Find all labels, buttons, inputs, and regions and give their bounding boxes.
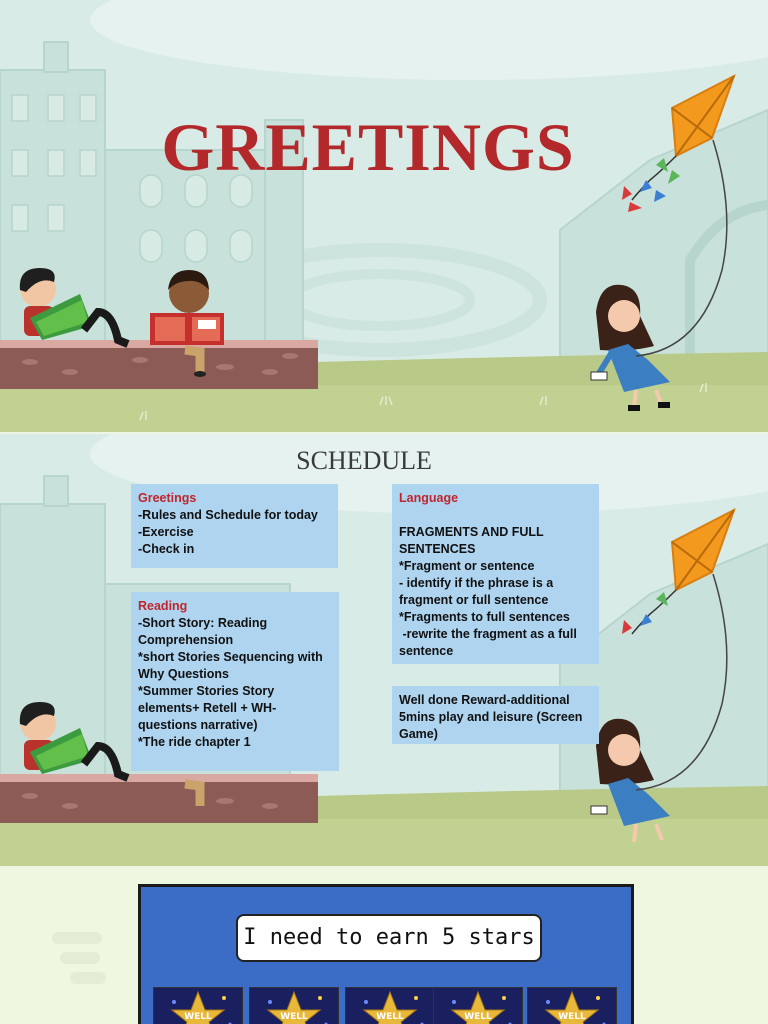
- box-line: Game): [399, 727, 438, 741]
- box-line: SENTENCES: [399, 542, 476, 556]
- box-line: *The ride chapter 1: [138, 735, 251, 749]
- box-line: - identify if the phrase is a: [399, 576, 554, 590]
- park-background: [0, 434, 768, 866]
- box-line: questions narrative): [138, 718, 258, 732]
- box-line: sentence: [399, 644, 454, 658]
- box-line: *Fragments to full sentences: [399, 610, 570, 624]
- greetings-schedule-box: [131, 484, 338, 568]
- box-line: -Rules and Schedule for today: [138, 508, 318, 522]
- box-heading: Language: [399, 491, 459, 505]
- box-line: [399, 507, 592, 524]
- park-background: [0, 0, 768, 432]
- reward-box: [392, 686, 599, 744]
- box-line: *Summer Stories Story: [138, 684, 275, 698]
- star-label: WELL: [376, 1012, 404, 1022]
- box-heading: Reading: [138, 599, 188, 613]
- star-card: [433, 987, 523, 1024]
- star-card: [153, 987, 243, 1024]
- box-heading: Greetings: [138, 491, 197, 505]
- reading-schedule-box: [131, 592, 339, 771]
- box-line: Well done Reward-additional: [399, 693, 570, 707]
- stars-slide: [0, 868, 768, 1024]
- star-card: [249, 987, 339, 1024]
- box-line: 5mins play and leisure (Screen: [399, 710, 583, 724]
- star-label: WELL: [280, 1012, 308, 1022]
- box-line: -Exercise: [138, 525, 194, 539]
- star-goal-banner: I need to earn 5 stars: [236, 914, 542, 962]
- box-line: -Check in: [138, 542, 195, 556]
- star-card: [527, 987, 617, 1024]
- star-label: WELL: [558, 1012, 586, 1022]
- language-schedule-box: [392, 484, 599, 664]
- box-line: Comprehension: [138, 633, 234, 647]
- box-line: FRAGMENTS AND FULL: [399, 525, 544, 539]
- box-line: Why Questions: [138, 667, 229, 681]
- star-card: [345, 987, 435, 1024]
- slide-title-greetings: GREETINGS: [161, 109, 575, 185]
- star-chart-board: [138, 884, 634, 1024]
- box-line: *short Stories Sequencing with: [138, 650, 323, 664]
- box-line: -rewrite the fragment as a full: [399, 627, 577, 641]
- schedule-slide: [0, 434, 768, 866]
- star-label: WELL: [464, 1012, 492, 1022]
- box-line: *Fragment or sentence: [399, 559, 535, 573]
- slide-title-schedule: SCHEDULE: [296, 446, 432, 475]
- box-line: elements+ Retell + WH-: [138, 701, 277, 715]
- box-line: -Short Story: Reading: [138, 616, 268, 630]
- star-label: WELL: [184, 1012, 212, 1022]
- greetings-slide: [0, 0, 768, 432]
- box-line: fragment or full sentence: [399, 593, 549, 607]
